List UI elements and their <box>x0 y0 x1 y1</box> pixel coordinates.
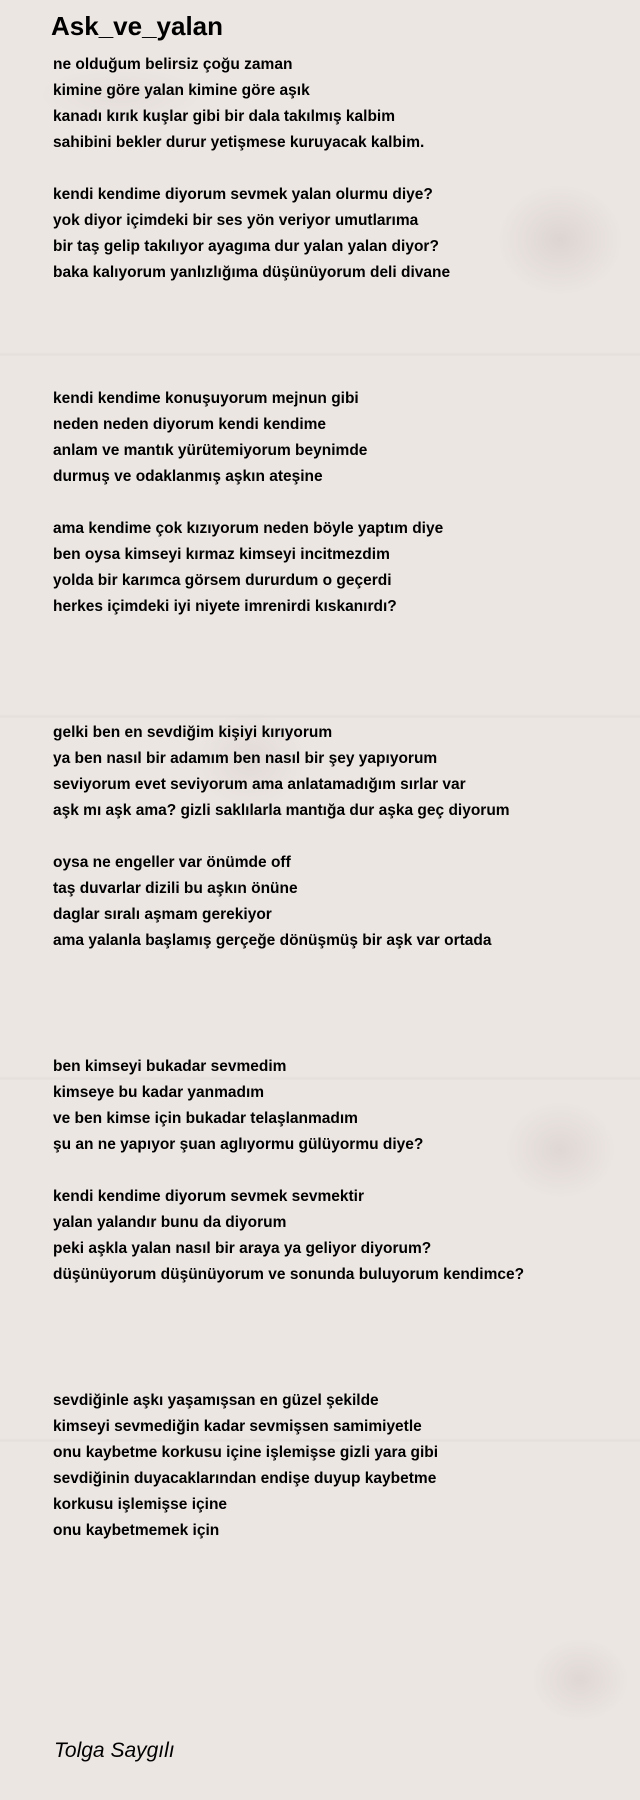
stanza-9 <box>53 1388 623 1544</box>
poem-line: bir taş gelip takılıyor ayagıma dur yalan yalan diyor? <box>53 238 439 255</box>
poem-line: baka kalıyorum yanlızlığıma düşünüyorum deli divane <box>53 264 451 281</box>
section-gap <box>53 1288 623 1388</box>
poem-line: daglar sıralı aşmam gerekiyor <box>53 906 272 923</box>
section-gap <box>53 286 623 386</box>
poem-line: durmuş ve odaklanmış aşkın ateşine <box>53 468 323 485</box>
stanza-8 <box>53 1184 623 1288</box>
poem-line: ya ben nasıl bir adamım ben nasıl bir şey yapıyorum <box>53 750 438 767</box>
poem-line: kimseyi sevmediğin kadar sevmişsen samimiyetle <box>53 1418 422 1435</box>
author-signature: Tolga Saygılı <box>54 1739 175 1762</box>
poem-line: kendi kendime diyorum sevmek yalan olurmu diye? <box>53 186 433 203</box>
poem-line: kendi kendime diyorum sevmek sevmektir <box>53 1188 365 1205</box>
poem-line: kimseye bu kadar yanmadım <box>53 1084 265 1101</box>
poem-line: oysa ne engeller var önümde off <box>53 854 291 871</box>
poem-line: aşk mı aşk ama? gizli saklılarla mantığa dur aşka geç diyorum <box>53 802 510 819</box>
poem-line: sevdiğinle aşkı yaşamışsan en güzel şekilde <box>53 1392 379 1409</box>
poem-line: anlam ve mantık yürütemiyorum beynimde <box>53 442 368 459</box>
section-gap <box>53 620 623 720</box>
poem-line: korkusu işlemişse içine <box>53 1496 228 1513</box>
poem-line: sevdiğinin duyacaklarından endişe duyup kaybetme <box>53 1470 437 1487</box>
poem-line: taş duvarlar dizili bu aşkın önüne <box>53 880 298 897</box>
poem-line: sahibini bekler durur yetişmese kuruyacak kalbim. <box>53 134 425 151</box>
poem-line: kanadı kırık kuşlar gibi bir dala takılmış kalbim <box>53 108 395 125</box>
stanza-5 <box>53 720 623 824</box>
poem-line: ama yalanla başlamış gerçeğe dönüşmüş bir aşk var ortada <box>53 932 492 949</box>
poem-line: yok diyor içimdeki bir ses yön veriyor umutlarıma <box>53 212 419 229</box>
poem-body <box>53 52 623 1544</box>
poem-line: şu an ne yapıyor şuan aglıyormu gülüyormu diye? <box>53 1136 424 1153</box>
stanza-2 <box>53 182 623 286</box>
poem-line: yolda bir karımca görsem dururdum o geçerdi <box>53 572 392 589</box>
poem-title: Ask_ve_yalan <box>51 11 224 41</box>
poem-line: peki aşkla yalan nasıl bir araya ya geliyor diyorum? <box>53 1240 432 1257</box>
poem-line: onu kaybetmemek için <box>53 1522 220 1539</box>
poem-line: ve ben kimse için bukadar telaşlanmadım <box>53 1110 358 1127</box>
stanza-3 <box>53 386 623 490</box>
poem-line: gelki ben en sevdiğim kişiyi kırıyorum <box>53 724 333 741</box>
stanza-gap <box>53 1158 623 1184</box>
stanza-7 <box>53 1054 623 1158</box>
poem-line: ne olduğum belirsiz çoğu zaman <box>53 56 293 73</box>
poem-line: herkes içimdeki iyi niyete imrenirdi kıskanırdı? <box>53 598 397 615</box>
stanza-gap <box>53 156 623 182</box>
stanza-4 <box>53 516 623 620</box>
poem-line: ben kimseyi bukadar sevmedim <box>53 1058 287 1075</box>
poem-line: kimine göre yalan kimine göre aşık <box>53 82 310 99</box>
poem-line: ama kendime çok kızıyorum neden böyle yaptım diye <box>53 520 444 537</box>
poem-line: onu kaybetme korkusu içine işlemişse gizli yara gibi <box>53 1444 439 1461</box>
stanza-gap <box>53 824 623 850</box>
poem-line: neden neden diyorum kendi kendime <box>53 416 327 433</box>
stanza-1 <box>53 52 623 156</box>
poem-line: kendi kendime konuşuyorum mejnun gibi <box>53 390 359 407</box>
poem-line: yalan yalandır bunu da diyorum <box>53 1214 287 1231</box>
stanza-gap <box>53 490 623 516</box>
poem-line: düşünüyorum düşünüyorum ve sonunda buluyorum kendimce? <box>53 1266 525 1283</box>
poem-line: seviyorum evet seviyorum ama anlatamadığım sırlar var <box>53 776 466 793</box>
stanza-6 <box>53 850 623 954</box>
poem-line: ben oysa kimseyi kırmaz kimseyi incitmezdim <box>53 546 390 563</box>
section-gap <box>53 954 623 1054</box>
